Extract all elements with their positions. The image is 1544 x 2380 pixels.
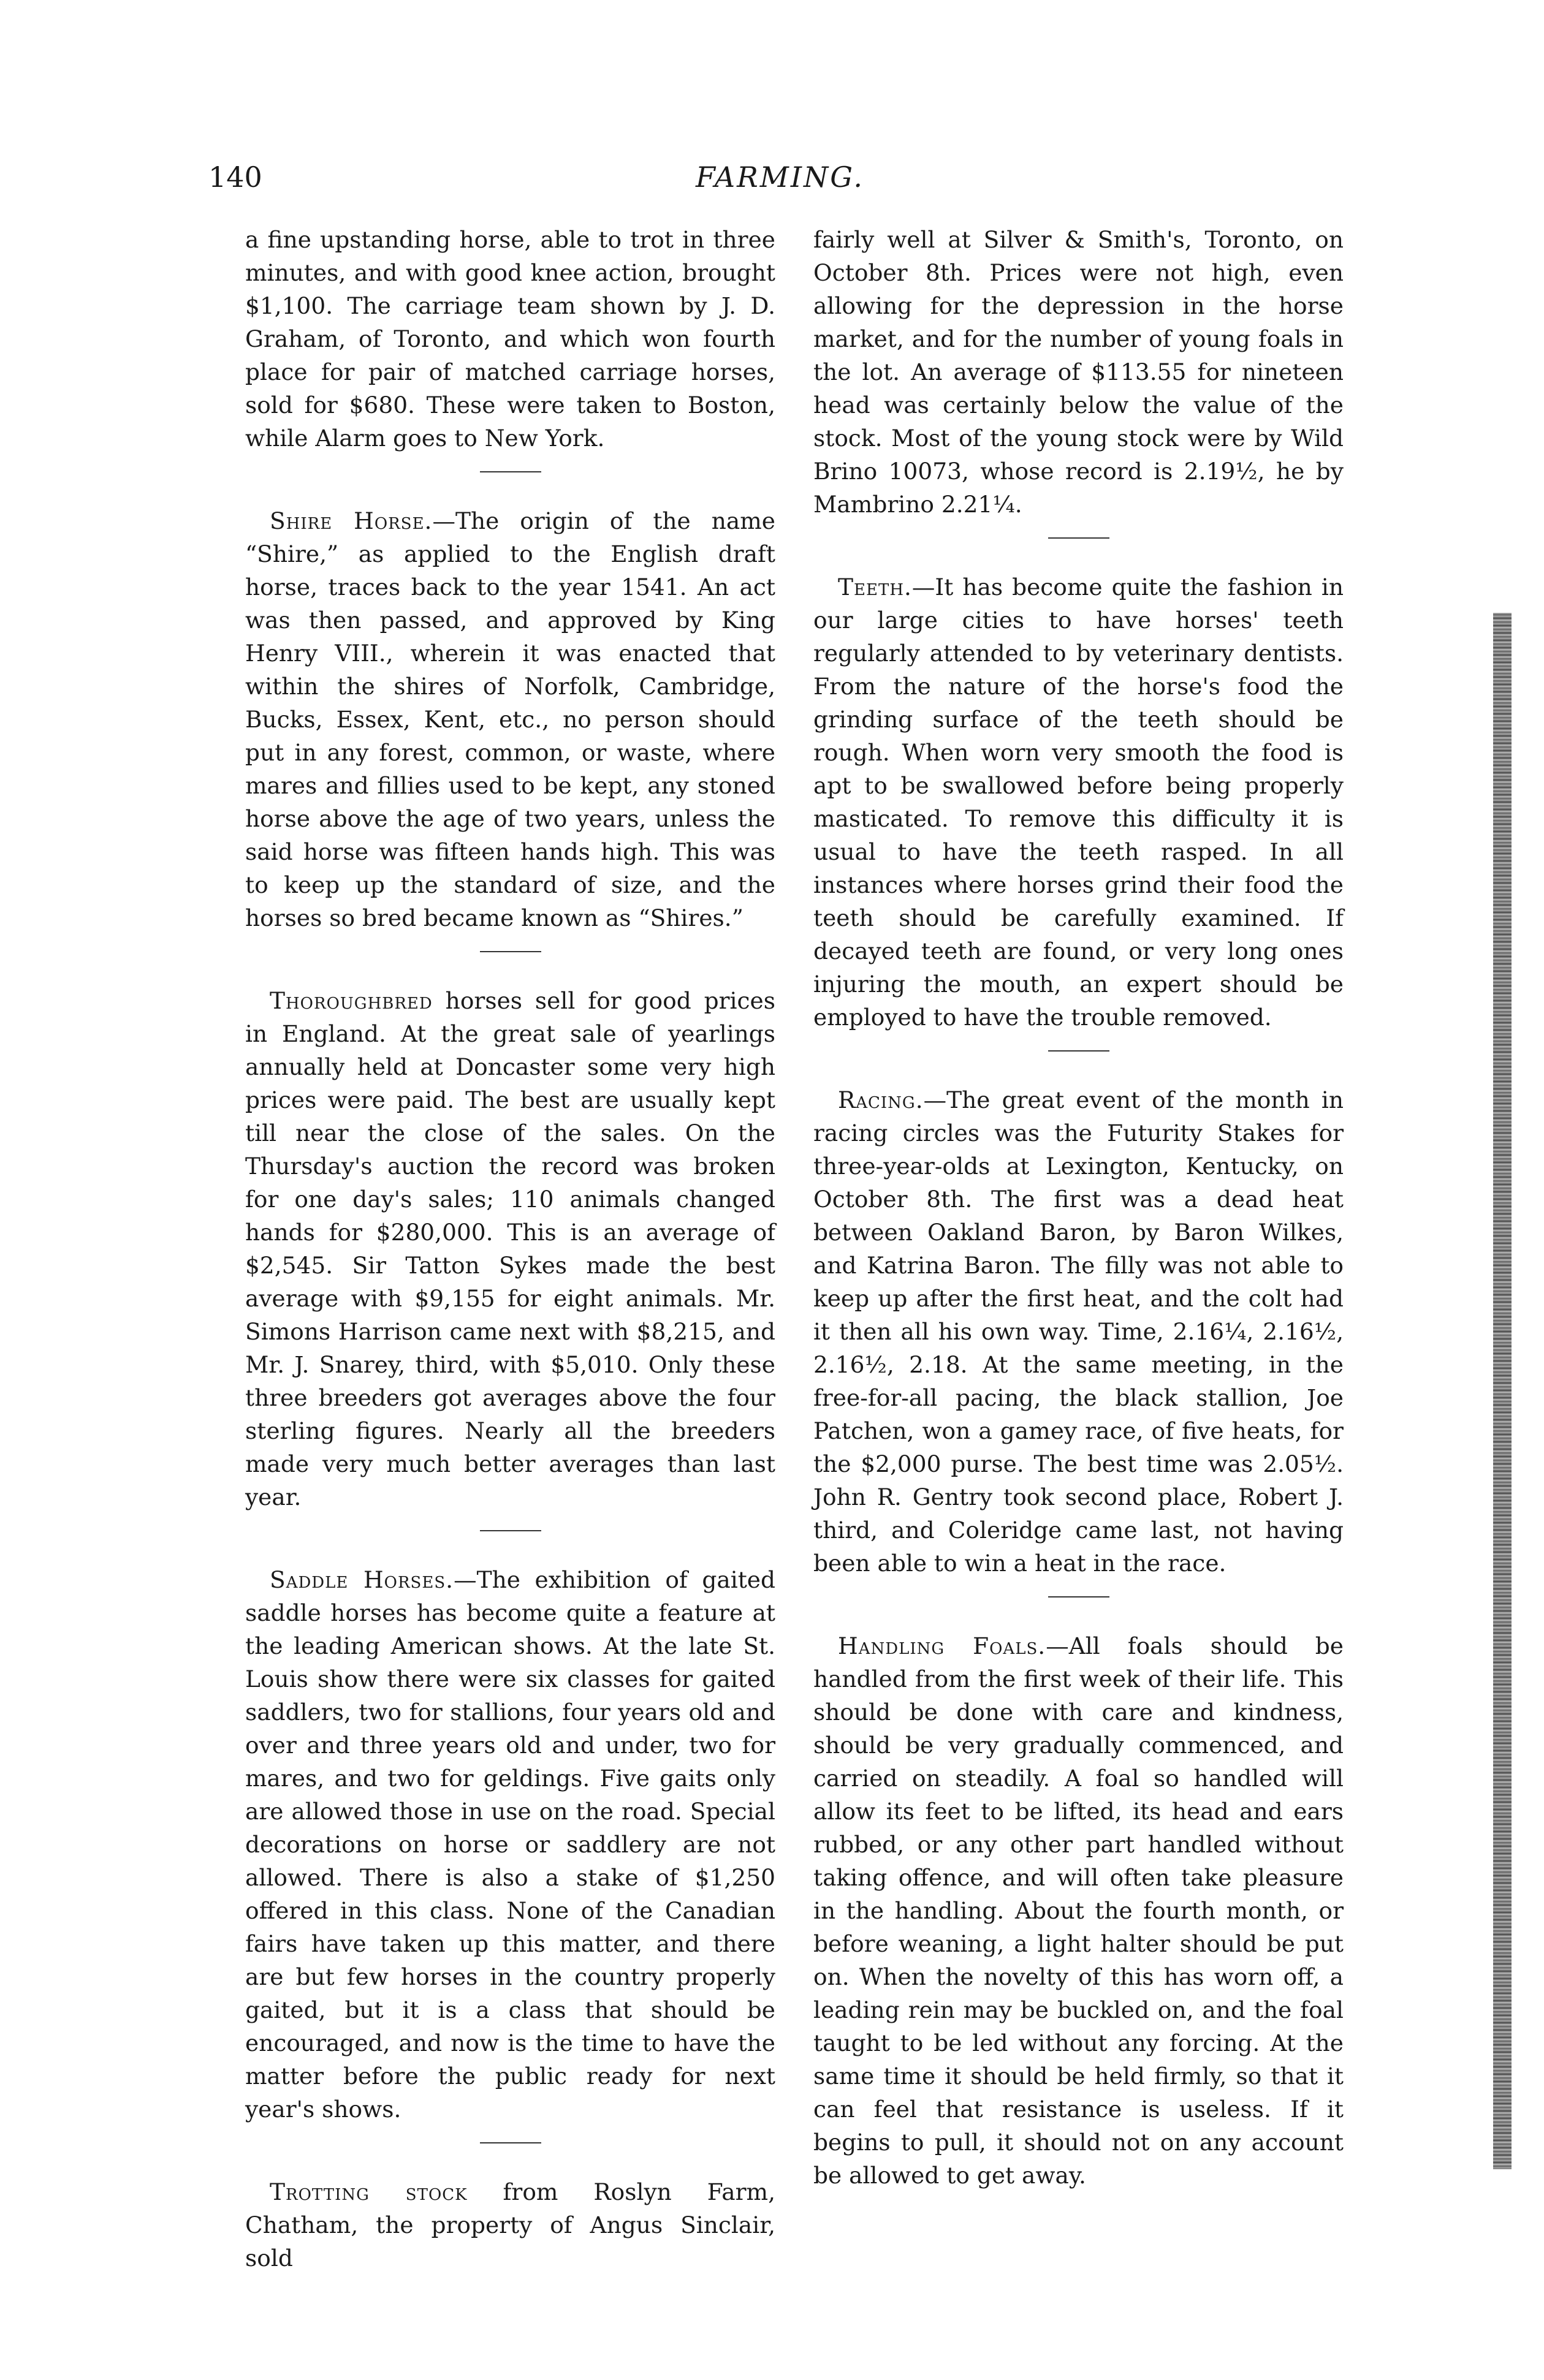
article-heading: Racing. [838, 1086, 924, 1113]
paragraph-text: horses sell for good prices in England. At the great sale of yearlings annually held at Doncaster some very high prices were paid. The best are usually kept till near the close of the sales. On the Thursday's auction the record was broken for one day's sales; 110 animals changed hands for $280,000. This is an average of $2,545. Sir Tatton Sykes made the best average with $9,155 for eight animals. Mr. Simons Harrison came next with $8,215, and Mr. J. Snarey, third, with $5,010. Only these three breeders got averages above the four sterling figures. Nearly all the breeders made very much better averages than last year. [245, 987, 775, 1510]
paragraph-text: —It has become quite the fashion in our large cities to have horses' teeth regularly attended to by veterinary dentists. From the nature of the horse's food the grinding surface of the teeth should be rough. When worn very smooth the food is apt to be swallowed before being properly masticated. To remove this difficulty it is usual to have the teeth rasped. In all instances where horses grind their food the teeth should be carefully examined. If decayed teeth are found, or very long ones injuring the mouth, an expert should be employed to have the trouble removed. [813, 574, 1344, 1031]
page-number: 140 [208, 161, 262, 194]
paragraph-text: —The exhibition of gaited saddle horses has become quite a feature at the leading American shows. At the late St. Louis show there were six classes for gaited saddlers, two for stallions, four years old and over and three years old and under, two for mares, and two for geldings. Five gaits only are allowed those in use on the road. Special decorations on horse or saddlery are not allowed. There is also a stake of $1,250 offered in this class. None of the Canadian fairs have taken up this matter, and there are but few horses in the country properly gaited, but it is a class that should be encouraged, and now is the time to have the matter before the public ready for next year's shows. [245, 1566, 775, 2123]
paragraph-text: a fine upstanding horse, able to trot in three minutes, and with good knee action, brought $1,100. The carriage team shown by J. D. Graham, of Toronto, and which won fourth place for pair of matched carriage horses, sold for $680. These were taken to Boston, while Alarm goes to New York. [245, 226, 775, 452]
paragraph-text: fairly well at Silver & Smith's, Toronto, on October 8th. Prices were not high, even allowing for the depression in the horse market, and for the number of young foals in the lot. An average of $113.55 for nineteen head was certainly below the value of the stock. Most of the young stock were by Wild Brino 10073, whose record is 2.19½, he by Mambrino 2.21¼. [813, 226, 1344, 518]
article-heading: Saddle Horses. [270, 1566, 454, 1593]
left-column [245, 223, 775, 2275]
section-divider [1048, 1596, 1109, 1597]
section-divider [480, 471, 541, 472]
section-divider [1048, 537, 1109, 539]
section-divider [1048, 1050, 1109, 1052]
article-handling-foals [813, 1629, 1344, 2192]
article-continuation-trotting-stock [813, 223, 1344, 521]
article-shire-horse [245, 504, 775, 934]
section-divider [480, 1530, 541, 1531]
right-column [813, 223, 1344, 2192]
paragraph-text: —The great event of the month in racing circles was the Futurity Stakes for three-year-olds at Lexington, Kentucky, on October 8th. The first was a dead heat between Oakland Baron, by Baron Wilkes, and Katrina Baron. The filly was not able to keep up after the first heat, and the colt had it then all his own way. Time, 2.16¼, 2.16½, 2.16½, 2.18. At the same meeting, in the free-for-all pacing, the black stallion, Joe Patchen, won a gamey race, of five heats, for the $2,000 purse. The best time was 2.05½. John R. Gentry took second place, Robert J. third, and Coleridge came last, not having been able to win a heat in the race. [813, 1086, 1344, 1577]
article-heading: Teeth. [838, 574, 912, 601]
article-racing [813, 1083, 1344, 1580]
article-thoroughbred [245, 984, 775, 1514]
article-heading: Trotting stock [270, 2178, 468, 2205]
paragraph-text: —All foals should be handled from the first week of their life. This should be done with care and kindness, should be very gradually commenced, and carried on steadily. A foal so handled will allow its feet to be lifted, its head and ears rubbed, or any other part handled without taking offence, and will often take pleasure in the handling. About the fourth month, or before weaning, a light halter should be put on. When the novelty of this has worn off, a leading rein may be buckled on, and the foal taught to be led without any forcing. At the same time it should be held firmly, so that it can feel that resistance is useless. If it begins to pull, it should not on any account be allowed to get away. [813, 1632, 1344, 2189]
running-head: FARMING. [696, 161, 865, 194]
article-heading: Thoroughbred [270, 987, 433, 1014]
page-edge-scan-artifact [1493, 613, 1512, 2169]
section-divider [480, 2142, 541, 2143]
section-divider [480, 951, 541, 952]
paragraph-text: —The origin of the name “Shire,” as applied to the English draft horse, traces back to the year 1541. An act was then passed, and approved by King Henry VIII., wherein it was enacted that within the shires of Norfolk, Cambridge, Bucks, Essex, Kent, etc., no person should put in any forest, common, or waste, where mares and fillies used to be kept, any stoned horse above the age of two years, unless the said horse was fifteen hands high. This was to keep up the standard of size, and the horses so bred became known as “Shires.” [245, 507, 775, 931]
article-teeth [813, 570, 1344, 1034]
article-heading: Handling Foals. [838, 1632, 1046, 1659]
article-trotting-stock [245, 2175, 775, 2275]
article-heading: Shire Horse. [270, 507, 433, 534]
paragraph-text: from Roslyn Farm, Chatham, the property of Angus Sinclair, sold [245, 2178, 775, 2272]
article-saddle-horses [245, 1563, 775, 2126]
article-continuation-carriage-horses [245, 223, 775, 455]
